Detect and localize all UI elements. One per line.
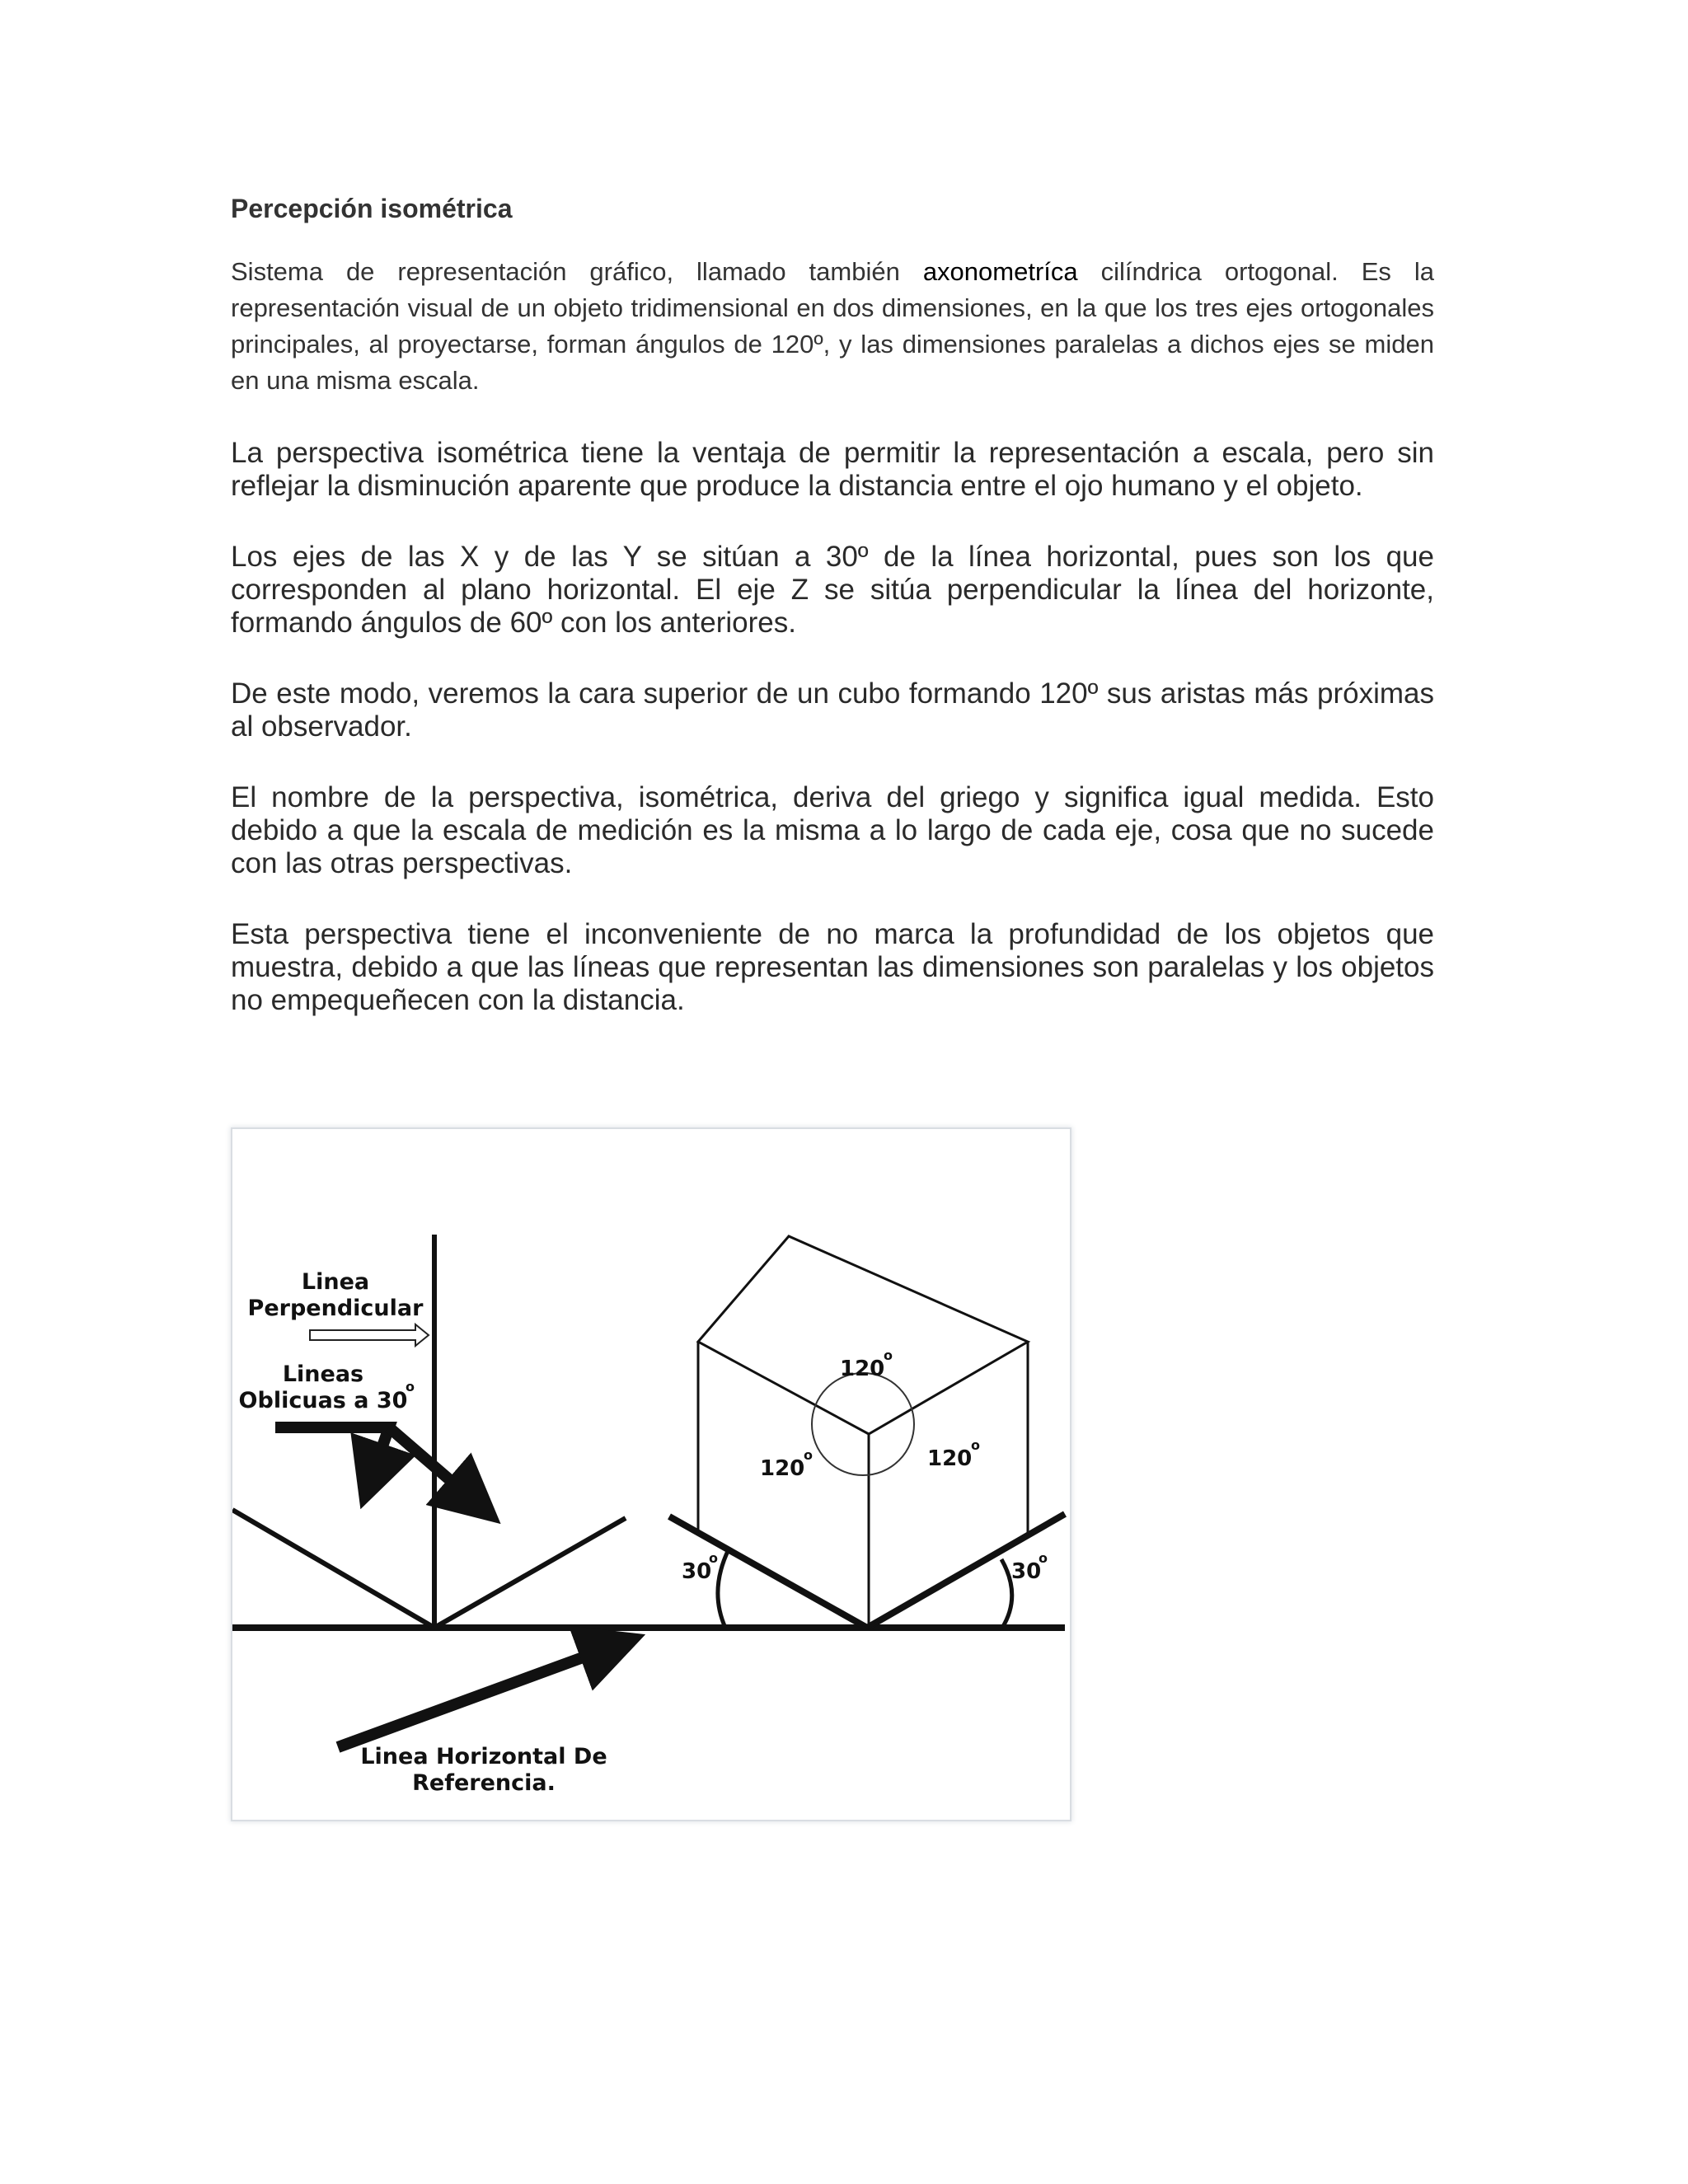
paragraph-definition-end: cilíndrica ortogonal. Es la representación visual de un objeto tridimensional en dos dimensiones, en la que los tres ejes ortogonales principales, al proyectarse, forman ángulos de 120º, y las dimensiones paralelas a dichos ejes se miden en una misma escala.	[231, 257, 1434, 395]
isometric-diagram-drawing	[232, 1129, 1070, 1820]
perpendicular-pointer-arrow	[310, 1324, 429, 1346]
paragraph-definition	[231, 254, 1434, 399]
paragraph-etymology: El nombre de la perspectiva, isométrica, deriva del griego y significa igual medida. Esto debido a que la escala de medición es la misma a lo largo de cada eje, cosa que no sucede con las otras perspectivas.	[231, 781, 1434, 879]
angle-circle	[812, 1373, 914, 1475]
angle-arc-right	[1001, 1559, 1012, 1628]
paragraph-advantage: La perspectiva isométrica tiene la ventaja de permitir la representación a escala, pero sin reflejar la disminución aparente que produce la distancia entre el ojo humano y el objeto.	[231, 437, 1434, 502]
oblique-label-degree: o	[406, 1379, 415, 1394]
paragraph-drawback: Esta perspectiva tiene el inconveniente de no marca la profundidad de los objetos que muestra, debido a que las líneas que representan las dimensiones son paralelas y los objetos no empequeñecen con la distancia.	[231, 918, 1434, 1016]
paragraph-cube: De este modo, veremos la cara superior de un cubo formando 120º sus aristas más próximas al observador.	[231, 677, 1434, 743]
isometric-diagram	[232, 1129, 1070, 1820]
angle-arc-left	[718, 1549, 729, 1628]
angle-degree-left: o	[804, 1447, 813, 1463]
oblique-line-right	[434, 1518, 626, 1628]
cube-bottom-right-edge	[869, 1533, 1028, 1628]
oblique-lines-label: Lineas Oblicuas a 30	[238, 1361, 408, 1413]
oblique-line-left	[232, 1510, 434, 1628]
horizontal-pointer-arrow	[338, 1638, 635, 1747]
paragraph-definition-start: Sistema de representación gráfico, llamado también	[231, 257, 923, 286]
cube-bottom-left-edge	[698, 1533, 869, 1628]
axonometric-term: axonometríca	[922, 257, 1078, 286]
document-title: Percepción isométrica	[231, 194, 513, 223]
perpendicular-line-label: Linea Perpendicular	[247, 1269, 424, 1321]
angle-degree-right: o	[971, 1437, 980, 1453]
horizontal-reference-label: Linea Horizontal De Referencia.	[360, 1744, 607, 1796]
angle-label-top: 120	[840, 1357, 885, 1381]
angle-label-right: 120	[927, 1446, 973, 1471]
oblique-pointer-right	[389, 1427, 492, 1516]
oblique-pointer-left	[275, 1427, 389, 1498]
angle-label-left: 120	[760, 1456, 805, 1481]
angle-degree-base-left: o	[709, 1550, 718, 1566]
angle-degree-top: o	[884, 1347, 893, 1363]
angle-label-base-left: 30	[682, 1559, 712, 1584]
angle-degree-base-right: o	[1039, 1550, 1048, 1566]
cube-top-face	[698, 1236, 1028, 1434]
paragraph-axes: Los ejes de las X y de las Y se sitúan a 30º de la línea horizontal, pues son los que corresponden al plano horizontal. El eje Z se sitúa perpendicular la línea del horizonte, formando ángulos de 60º con los anteriores.	[231, 541, 1434, 639]
angle-label-base-right: 30	[1011, 1559, 1042, 1584]
isometric-cube	[698, 1236, 1028, 1628]
